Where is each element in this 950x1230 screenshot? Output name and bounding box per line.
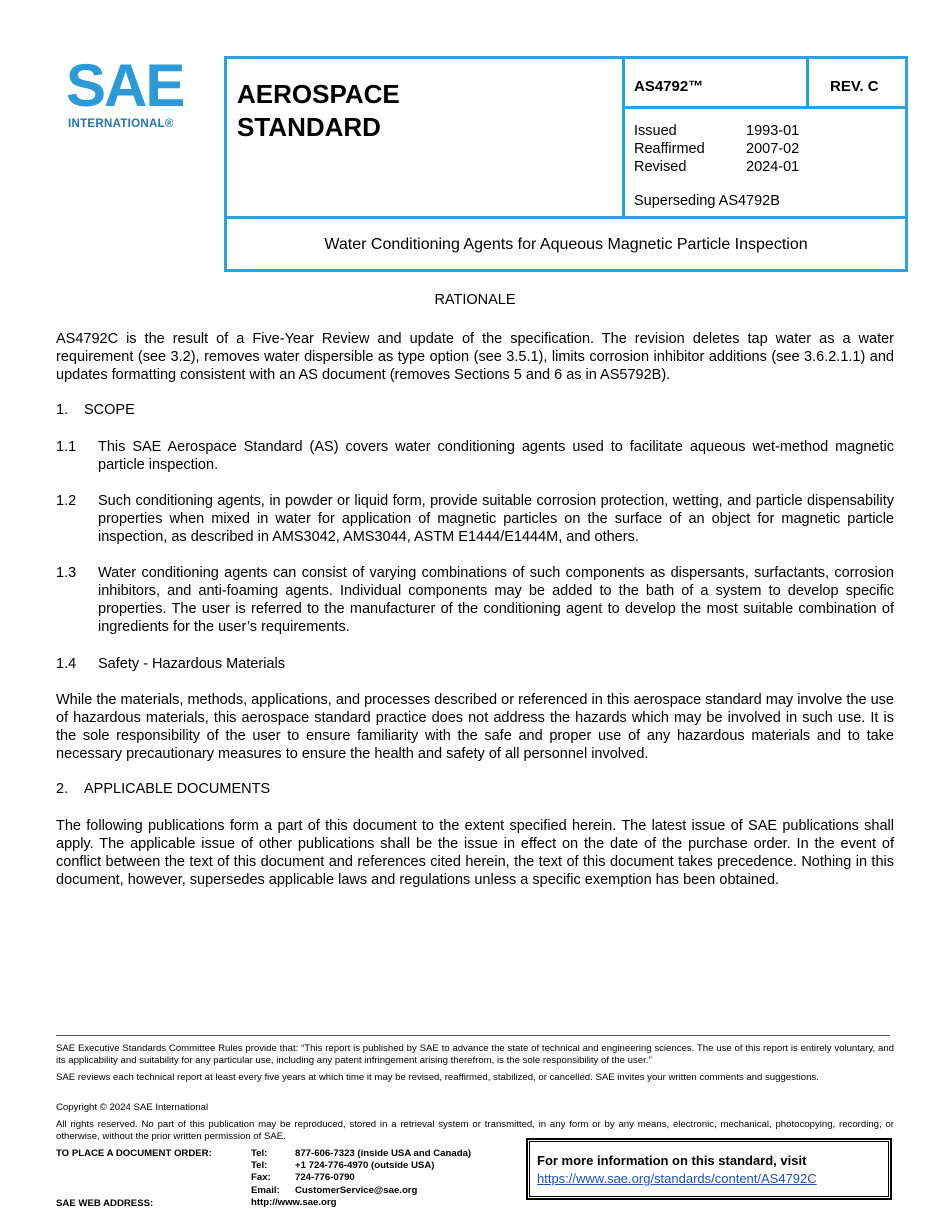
sae-logo [66,52,191,136]
clause-number: 1.2 [56,493,77,509]
more-info-title: For more information on this standard, visit [537,1153,807,1168]
clause-1-3 [56,564,894,636]
footer-divider [56,1035,890,1036]
section-number: 2. [56,781,69,797]
applicable-documents-paragraph: The following publications form a part of this document to the extent specified herein. The latest issue of SAE publications shall apply. The applicable issue of other publications shall be the issue in effect on the date of the purchase order. In the event of conflict between the text of this document and references cited herein, the text of this document takes precedence. Nothing in this document, however, supersedes applicable laws and regulations unless a specific exemption has been obtained. [56,818,894,888]
safety-paragraph: While the materials, methods, applications, and processes described or referenced in this aerospace standard may involve the use of hazardous materials, this aerospace standard practice does not address the hazards which may be involved in such use. It is the sole responsibility of the user to ensure familiarity with the safe and proper use of any hazardous materials and to take necessary precautionary measures to ensure the health and safety of all personnel involved. [56,692,894,762]
contact-key: Fax: [251,1172,271,1184]
contact-key: Tel: [251,1160,268,1172]
clause-number: 1.3 [56,565,77,581]
date-row [634,158,799,176]
web-address-link[interactable]: http://www.sae.org [251,1196,337,1208]
committee-rules-note: SAE Executive Standards Committee Rules provide that: “This report is published by SAE to advance the state of technical and engineering sciences. The use of this report is entirely voluntary, and its applicability and suitability for any particular use, including any patent infringement arising therefrom, is the sole responsibility of the user.” [56,1043,894,1066]
contact-info [251,1148,471,1209]
contact-value: 877-606-7323 (inside USA and Canada) [295,1148,472,1159]
document-type: AEROSPACE STANDARD [237,79,400,142]
header-divider [224,216,908,219]
contact-row [251,1172,471,1184]
review-note: SAE reviews each technical report at least every five years at which time it may be revised, reaffirmed, stabilized, or cancelled. SAE invites your written comments and suggestions. [56,1072,819,1083]
logo-subtitle: INTERNATIONAL® [68,118,174,130]
date-value: 2007-02 [746,141,800,157]
contact-key: Email: [251,1184,280,1196]
clause-1-1 [56,438,894,474]
date-label: Reaffirmed [634,141,705,157]
header-divider [806,56,809,108]
clause-number: 1.1 [56,439,77,455]
clause-text: Safety - Hazardous Materials [98,656,285,672]
section-heading-applicable-documents [56,781,270,797]
section-number: 1. [56,402,69,418]
contact-row [251,1160,471,1172]
more-info-box-inner [529,1141,889,1197]
document-title: Water Conditioning Agents for Aqueous Magnetic Particle Inspection [324,236,808,253]
header-divider [622,56,625,218]
standard-url-link[interactable]: https://www.sae.org/standards/content/AS4792C [537,1171,817,1186]
section-heading-scope [56,402,135,418]
contact-key: Tel: [251,1148,268,1159]
section-title: APPLICABLE DOCUMENTS [84,781,271,797]
clause-number: 1.4 [56,656,77,672]
header-divider [622,106,908,109]
section-title: SCOPE [84,402,135,418]
document-number: AS4792™ [634,78,704,95]
date-row [634,122,799,140]
date-value: 1993-01 [746,123,800,139]
clause-1-4 [56,655,894,673]
rationale-heading: RATIONALE [434,292,516,308]
clause-text: Water conditioning agents can consist of varying combinations of such components as dispersants, surfactants, corrosion inhibitors, and anti-foaming agents. Individual components may be added to the bath of a system to develop specific properties. The user is referred to the manufacturer of the conditioning agent to develop the most suitable combination of ingredients for the user’s requirements. [98,565,894,635]
date-value: 2024-01 [746,159,800,175]
contact-email[interactable]: CustomerService@sae.org [295,1184,418,1196]
rights-note: All rights reserved. No part of this publication may be reproduced, stored in a retrieval system or transmitted, in any form or by any means, electronic, mechanical, photocopying, recording, or otherwise, without the prior written permission of SAE. [56,1119,894,1142]
revision-label: REV. C [830,78,879,95]
contact-row [251,1185,471,1197]
clause-1-2 [56,492,894,546]
date-row [634,140,799,158]
contact-row [251,1148,471,1160]
superseding-note: Superseding AS4792B [634,193,780,209]
more-info-box [526,1138,892,1200]
order-label: TO PLACE A DOCUMENT ORDER: [56,1148,212,1159]
rationale-paragraph: AS4792C is the result of a Five-Year Review and update of the specification. The revision deletes tap water as a water requirement (see 3.2), removes water dispersible as type option (see 3.5.1), limits corrosion inhibitor additions (see 3.6.2.1.1) and updates formatting consistent with an AS document (removes Sections 5 and 6 as in AS5792B). [56,331,894,383]
contact-value: 724-776-0790 [295,1172,355,1184]
contact-value: +1 724-776-4970 (outside USA) [295,1160,435,1172]
date-history [634,122,799,176]
clause-text: This SAE Aerospace Standard (AS) covers water conditioning agents used to facilitate aqueous wet-method magnetic particle inspection. [98,439,894,473]
copyright-line: Copyright © 2024 SAE International [56,1102,209,1113]
clause-text: Such conditioning agents, in powder or liquid form, provide suitable corrosion protection, wetting, and particle dispensability properties when mixed in water for application of magnetic particles on the surface of an object for magnetic particle inspection, as described in AMS3042, AMS3044, ASTM E1444/E1444M, and others. [98,493,894,545]
contact-row [251,1197,471,1209]
date-label: Issued [634,123,677,139]
date-label: Revised [634,159,687,175]
logo-wordmark: SAE [66,52,184,119]
web-label: SAE WEB ADDRESS: [56,1198,154,1209]
